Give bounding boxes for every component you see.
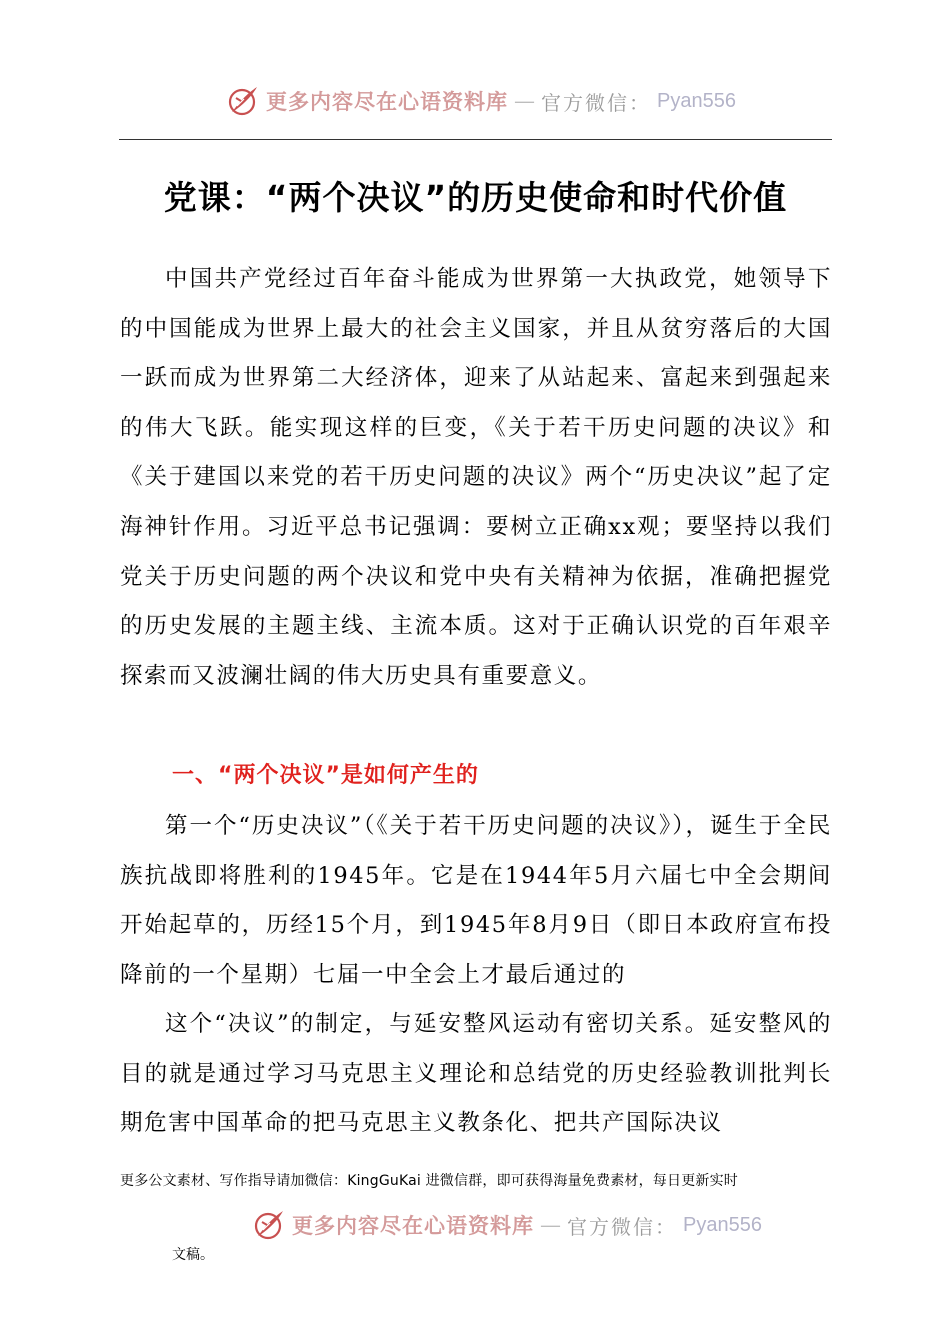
- watermark-id: Pyan556: [683, 1213, 762, 1236]
- footer-note: 更多公文素材、写作指导请加微信：KingGuKai 进微信群，即可获得海量免费素材，每日更新实时: [120, 1173, 739, 1189]
- footer-note-end: 文稿。: [172, 1247, 214, 1263]
- watermark-top: [226, 84, 736, 118]
- watermark-separator: —: [514, 89, 535, 113]
- watermark-bottom: [252, 1208, 762, 1242]
- quill-logo-icon: [252, 1208, 286, 1242]
- watermark-id: Pyan556: [657, 89, 736, 112]
- section-heading-1: 一、“两个决议”是如何产生的: [172, 763, 479, 788]
- watermark-label: 官方微信：: [567, 1214, 677, 1239]
- quill-logo-icon: [226, 84, 260, 118]
- watermark-main-text: 更多内容尽在心语资料库: [266, 89, 508, 114]
- header-divider: [119, 139, 832, 140]
- document-title: 党课：“两个决议”的历史使命和时代价值: [163, 178, 788, 217]
- paragraph-first-resolution: 第一个“历史决议”（《关于若干历史问题的决议》），诞生于全民族抗战即将胜利的1945年。它是在1944年5月六届七中全会期间开始起草的，历经15个月，到1945年8月9日（即日本政府宣布投降前的一个星期）七届一中全会上才最后通过的: [120, 813, 832, 988]
- watermark-main-text: 更多内容尽在心语资料库: [292, 1213, 534, 1238]
- paragraph-yanan-rectification: 这个“决议”的制定，与延安整风运动有密切关系。延安整风的目的就是通过学习马克思主义理论和总结党的历史经验教训批判长期危害中国革命的把马克思主义教条化、把共产国际决议: [120, 1011, 832, 1137]
- watermark-label: 官方微信：: [541, 90, 651, 115]
- watermark-separator: —: [540, 1213, 561, 1237]
- paragraph-intro: 中国共产党经过百年奋斗能成为世界第一大执政党，她领导下的中国能成为世界上最大的社会主义国家，并且从贫穷落后的大国一跃而成为世界第二大经济体，迎来了从站起来、富起来到强起来的伟大飞跃。能实现这样的巨变，《关于若干历史问题的决议》和《关于建国以来党的若干历史问题的决议》两个“历史决议”起了定海神针作用。习近平总书记强调：要树立正确xx观；要坚持以我们党关于历史问题的两个决议和党中央有关精神为依据，准确把握党的历史发展的主题主线、主流本质。这对于正确认识党的百年艰辛探索而又波澜壮阔的伟大历史具有重要意义。: [120, 266, 832, 689]
